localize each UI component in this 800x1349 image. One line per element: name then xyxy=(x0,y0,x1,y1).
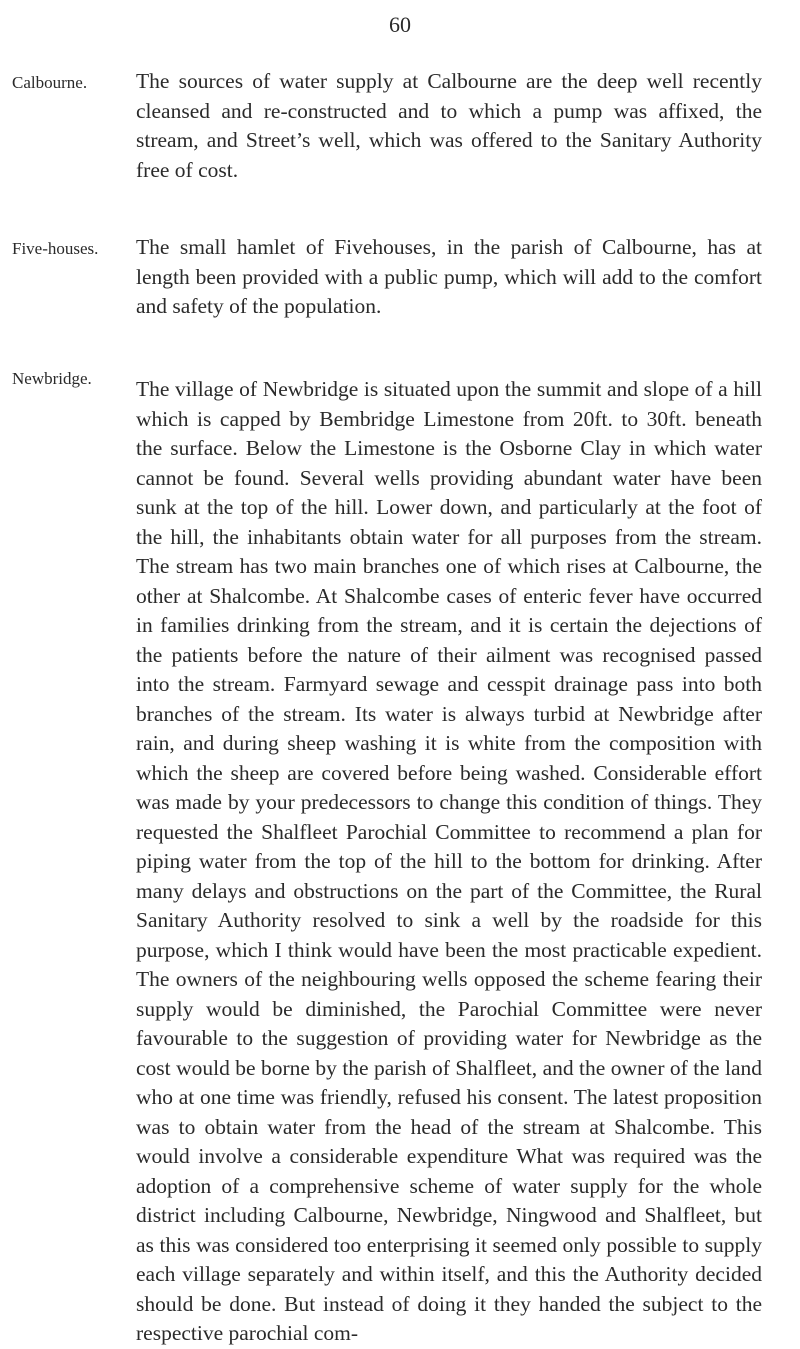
paragraph-calbourne: The sources of water supply at Calbourne are the deep well recently cleansed and re-constructed and to which a pump was affixed, the stream, and Street’s well, which was offered to the Sanitary Authority free of cost. xyxy=(136,69,762,182)
sidenote-calbourne: Calbourne. xyxy=(12,73,88,92)
paragraph-five-houses: The small hamlet of Fivehouses, in the parish of Calbourne, has at length been provided with a public pump, which will add to the comfort and safety of the population. xyxy=(136,235,762,318)
page-number: 60 xyxy=(389,12,411,37)
sidenote-five-houses: Five-houses. xyxy=(12,239,99,258)
sidenote-newbridge: Newbridge. xyxy=(12,369,92,388)
paragraph-newbridge: The village of Newbridge is situated upon the summit and slope of a hill which is capped by Bembridge Limestone from 20ft. to 30ft. beneath the surface. Below the Limestone is the Osborne Clay in which water cannot be found. Several wells providing abundant water have been sunk at the top of the hill. Lower down, and particularly at the foot of the hill, the inhabitants obtain water for all purposes from the stream. The stream has two main branches one of which rises at Calbourne, the other at Shalcombe. At Shalcombe cases of enteric fever have occurred in families drinking from the stream, and it is certain the dejections of the patients before the nature of their ailment was recognised passed into the stream. Farmyard sewage and cesspit drainage pass into both branches of the stream. Its water is always turbid at Newbridge after rain, and during sheep washing it is white from the composition with which the sheep are covered before being washed. Considerable effort was made by your predecessors to change this condition of things. They requested the Shalfleet Parochial Committee to recommend a plan for piping water from the top of the hill to the bottom for drinking. After many delays and obstructions on the part of the Committee, the Rural Sanitary Authority resolved to sink a well by the roadside for this purpose, which I think would have been the most practicable expedient. The owners of the neighbouring wells opposed the scheme fearing their supply would be diminished, the Parochial Committee were never favourable to the suggestion of providing water for Newbridge as the cost would be borne by the parish of Shalfleet, and the owner of the land who at one time was friendly, refused his consent. The latest proposition was to obtain water from the head of the stream at Shalcombe. This would involve a considerable expenditure What was required was the adoption of a comprehensive scheme of water supply for the whole district including Calbourne, Newbridge, Ningwood and Shalfleet, but as this was considered too enterprising it seemed only possible to supply each village separately and within itself, and this the Authority decided should be done. But instead of doing it they handed the subject to the respective parochial com- xyxy=(136,377,762,1345)
